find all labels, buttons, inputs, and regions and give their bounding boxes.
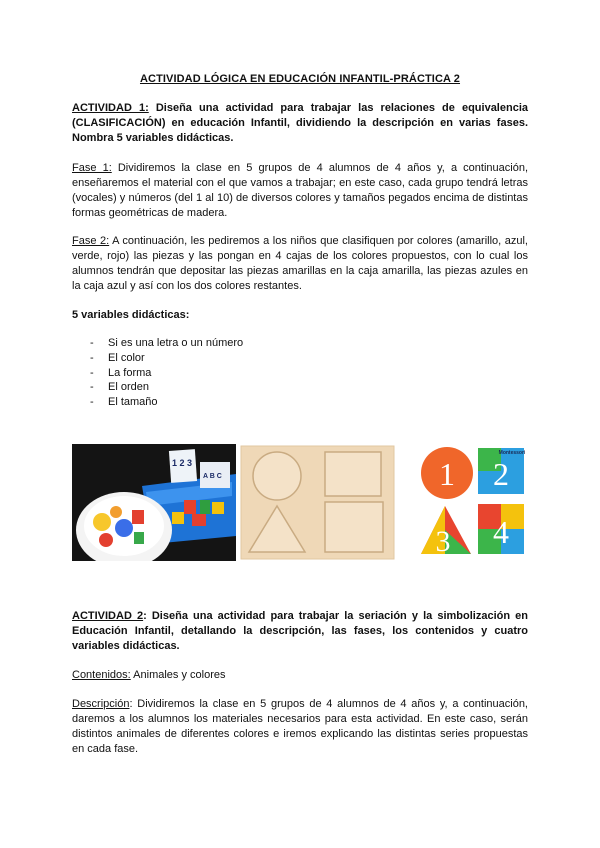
list-item: - El color (90, 351, 243, 366)
list-item: - El tamaño (90, 395, 243, 410)
fase-2-paragraph (72, 234, 528, 294)
card-abc-text: A B C (203, 473, 222, 480)
list-item: - El orden (90, 380, 243, 395)
list-item: - La forma (90, 366, 243, 381)
document-title: ACTIVIDAD LÓGICA EN EDUCACIÓN INFANTIL-PRÁCTICA 2 (139, 73, 461, 85)
variables-title: 5 variables didácticas: (72, 309, 190, 321)
activity-2-label: ACTIVIDAD 2 (72, 610, 144, 622)
number-3: 3 (435, 525, 451, 558)
contenidos-label: Contenidos: (72, 669, 131, 681)
activity-1-label: ACTIVIDAD 1: (72, 102, 149, 114)
list-item: - Si es una letra o un número (90, 336, 243, 351)
fase-2-label: Fase 2: (72, 235, 110, 247)
descripcion-label: Descripción (72, 698, 130, 710)
activity-2-heading-text: : Diseña una actividad para trabajar la seriación y la simbolización en Educación Infantil, detallando la descripción, las fases, los contenidos y cuatro variables didácticas. (72, 610, 529, 652)
card-123-text: 1 2 3 (172, 458, 193, 468)
fase-2-text: A continuación, les pediremos a los niños que clasifiquen por colores (amarillo, azul, verde, rojo) las piezas y las pongan en 4 cajas de los colores propuestos, con lo cual los alumnos tendrán que depositar las piezas amarillas en la caja amarilla, las piezas azules en la caja azul y así con los dos colores restantes. (72, 235, 528, 292)
contenidos-paragraph (72, 668, 528, 683)
number-2: 2 (493, 456, 509, 492)
activity-1-heading-text: Diseña una actividad para trabajar las relaciones de equivalencia (CLASIFICACIÓN) en educación Infantil, dividiendo la descripción en varias fases. Nombra 5 variables didácticas. (72, 102, 528, 144)
activity-2-heading (72, 609, 528, 654)
descripcion-paragraph (72, 697, 528, 757)
brand-logo-text: Montessori (498, 450, 526, 456)
activity-1-heading (72, 101, 528, 146)
contenidos-text: Animales y colores (130, 669, 226, 681)
fase-1-paragraph (72, 161, 528, 221)
photo-wooden-shape-puzzle (239, 444, 396, 561)
variables-list (90, 336, 243, 410)
fase-1-text: Dividiremos la clase en 5 grupos de 4 alumnos de 4 años y, a continuación, enseñaremos el material con el que vamos a trabajar; en este caso, cada grupo tendrá letras (vocales) y números (del 1 al 10) de diversos colores y tamaños pegados encima de distintas formas geométricas de madera. (72, 162, 529, 219)
photo-number-shapes (399, 444, 528, 561)
fase-1-label: Fase 1: (72, 162, 112, 174)
number-4: 4 (493, 514, 509, 550)
descripcion-text: : Dividiremos la clase en 5 grupos de 4 alumnos de 4 años y, a continuación, daremos a los alumnos los materiales necesarios para esta actividad. En este caso, serán distintos animales de diferentes colores e iremos explicando las distintas series propuestas en cada fase. (72, 698, 528, 755)
number-1: 1 (439, 456, 455, 492)
photo-letters-bowl (72, 444, 236, 561)
